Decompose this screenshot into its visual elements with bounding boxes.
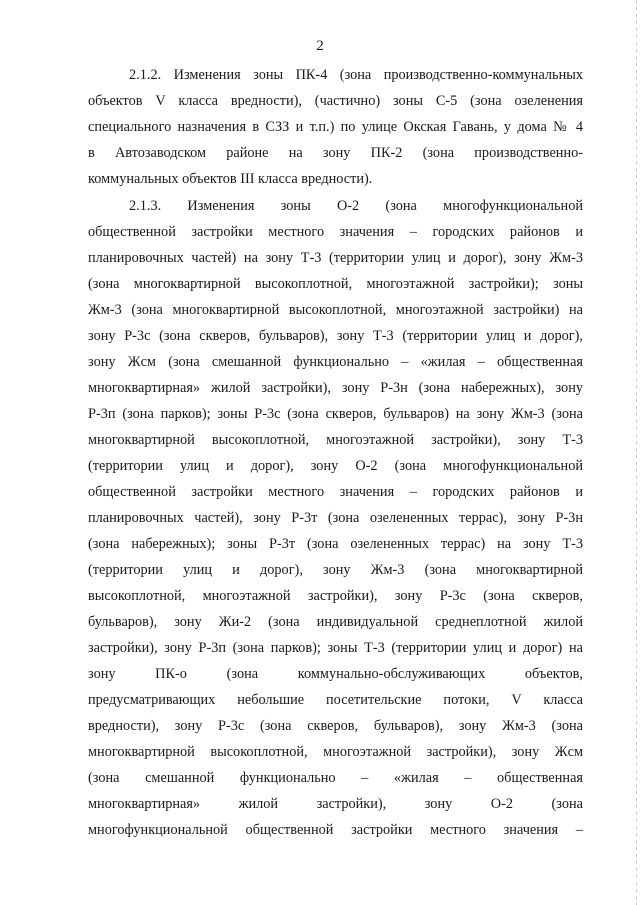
text-line: 2.1.3. Изменения зоны О-2 (зона многофункциональной (129, 198, 583, 214)
text-line: зону Р-3с (зона скверов, бульваров), зону Т-3 (территории улиц и дорог), (88, 328, 583, 344)
text-line: многофункциональной общественной застройки местного значения – (88, 822, 583, 838)
text-line: в Автозаводском районе на зону ПК-2 (зона производственно- (88, 145, 583, 161)
text-line: предусматривающих небольшие посетительские потоки, V класса (88, 692, 583, 708)
page-number: 2 (316, 38, 324, 54)
text-line: высокоплотной, многоэтажной застройки), зону Р-3с (зона скверов, (88, 588, 583, 604)
text-line: зону Жсм (зона смешанной функционально – «жилая – общественная (88, 354, 583, 370)
text-line: (зона смешанной функционально – «жилая – общественная (88, 770, 583, 786)
text-line: коммунальных объектов III класса вредности). (88, 171, 373, 187)
text-line: Жм-3 (зона многоквартирной высокоплотной, многоэтажной застройки) на (88, 302, 583, 318)
text-line: (территории улиц и дорог), зону О-2 (зона многофункциональной (88, 458, 583, 474)
text-line: многоквартирной высокоплотной, многоэтажной застройки), зону Жсм (88, 744, 583, 760)
text-line: многоквартирной высокоплотной, многоэтажной застройки), зону Т-3 (88, 432, 583, 448)
text-line: многоквартирная» жилой застройки), зону О-2 (зона (88, 796, 583, 812)
text-line: (зона набережных); зоны Р-3т (зона озелененных террас) на зону Т-3 (88, 536, 583, 552)
text-line: объектов V класса вредности), (частично) зоны С-5 (зона озеленения (88, 93, 583, 109)
text-line: застройки), зону Р-3п (зона парков); зоны Т-3 (территории улиц и дорог) на (88, 640, 583, 656)
text-line: специального назначения в СЗЗ и т.п.) по улице Окская Гавань, у дома № 4 (88, 119, 583, 135)
text-line: (территории улиц и дорог), зону Жм-3 (зона многоквартирной (88, 562, 583, 578)
text-line: зону ПК-о (зона коммунально-обслуживающих объектов, (88, 666, 583, 682)
text-line: вредности), зону Р-3с (зона скверов, бульваров), зону Жм-3 (зона (88, 718, 583, 734)
text-line: общественной застройки местного значения – городских районов и (88, 484, 583, 500)
text-line: (зона многоквартирной высокоплотной, многоэтажной застройки); зоны (88, 276, 583, 292)
text-line: планировочных частей), зону Р-3т (зона озелененных террас), зону Р-3н (88, 510, 583, 526)
text-line: 2.1.2. Изменения зоны ПК-4 (зона производственно-коммунальных (129, 67, 583, 83)
text-line: планировочных частей) на зону Т-3 (территории улиц и дорог), зону Жм-3 (88, 250, 583, 266)
scan-edge-line (636, 0, 637, 905)
text-line: Р-3п (зона парков); зоны Р-3с (зона скверов, бульваров) на зону Жм-3 (зона (88, 406, 583, 422)
text-line: многоквартирная» жилой застройки), зону Р-3н (зона набережных), зону (88, 380, 583, 396)
text-line: бульваров), зону Жи-2 (зона индивидуальной среднеплотной жилой (88, 614, 583, 630)
text-line: общественной застройки местного значения – городских районов и (88, 224, 583, 240)
